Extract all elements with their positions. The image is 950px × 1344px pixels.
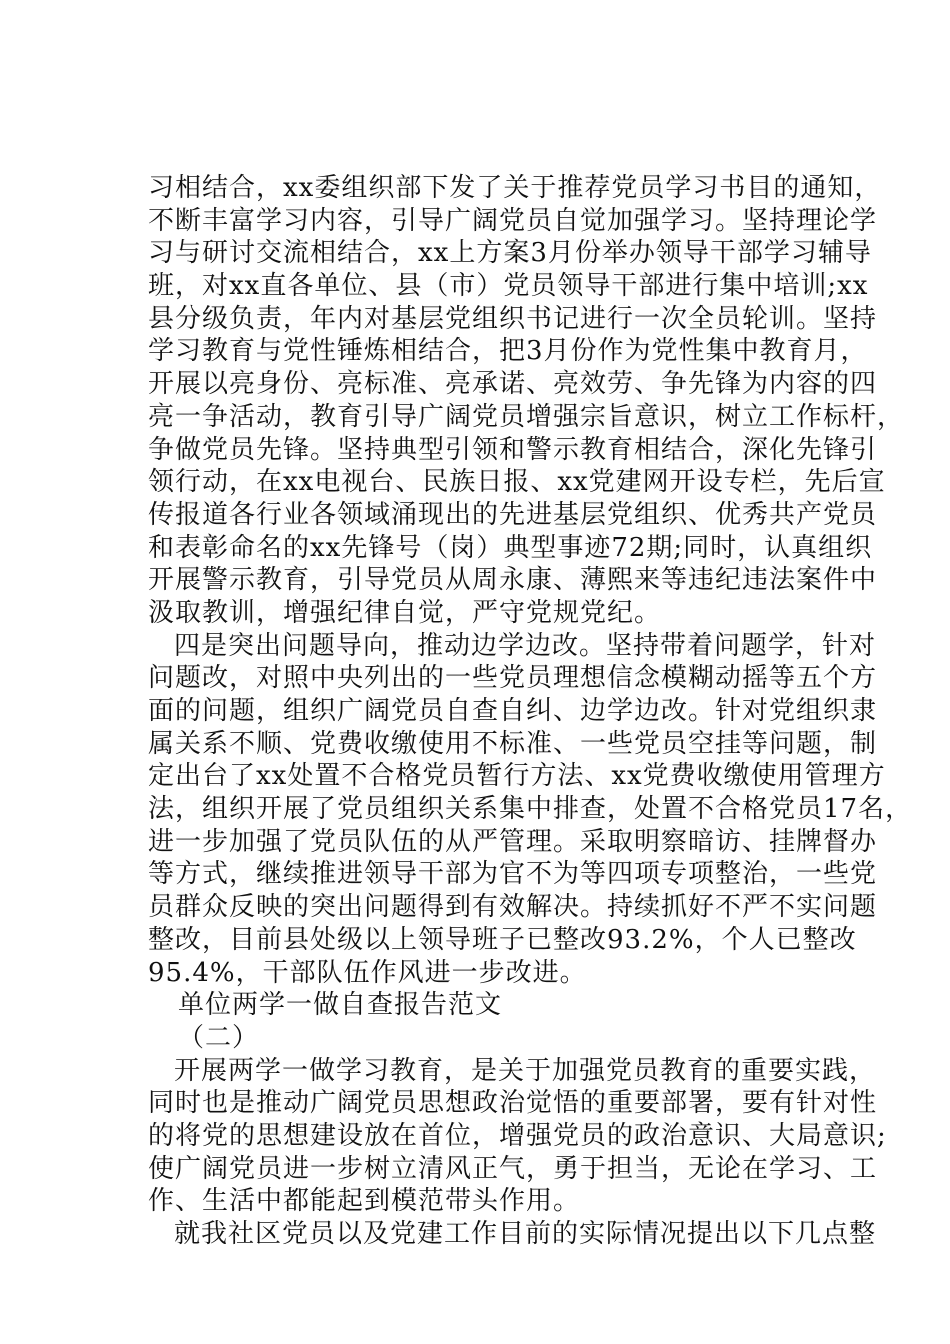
text-line: 汲取教训，增强纪律自觉，严守党规党纪。: [148, 597, 662, 628]
text-line: 和表彰命名的xx先锋号（岗）典型事迹72期;同时，认真组织: [148, 532, 873, 563]
section-heading: 单位两学一做自查报告范文: [178, 990, 503, 1021]
text-line: 进一步加强了党员队伍的从严管理。采取明察暗访、挂牌督办: [148, 826, 878, 857]
text-line: 问题改，对照中央列出的一些党员理想信念模糊动摇等五个方: [148, 663, 878, 694]
paragraph-4: [148, 1218, 877, 1251]
text-line: 员群众反映的突出问题得到有效解决。持续抓好不严不实问题: [148, 892, 878, 923]
paragraph-1: [148, 172, 905, 630]
text-line: 传报道各行业各领域涌现出的先进基层党组织、优秀共产党员: [148, 499, 878, 530]
text-line: 开展警示教育，引导党员从周永康、薄熙来等违纪违法案件中: [148, 565, 878, 596]
text-line: 法，组织开展了党员组织关系集中排查，处置不合格党员17名，: [148, 794, 913, 825]
text-line: 使广阔党员进一步树立清风正气，勇于担当，无论在学习、工: [148, 1153, 878, 1184]
text-line: 四是突出问题导向，推动边学边改。坚持带着问题学，针对: [174, 630, 877, 661]
text-line: 习与研讨交流相结合，xx上方案3月份举办领导干部学习辅导: [148, 238, 872, 269]
paragraph-2: [148, 630, 913, 990]
text-line: 班，对xx直各单位、县（市）党员领导干部进行集中培训;xx: [148, 271, 869, 302]
text-line: 开展以亮身份、亮标准、亮承诺、亮效劳、争先锋为内容的四: [148, 369, 878, 400]
text-line: 学习教育与党性锤炼相结合，把3月份作为党性集中教育月，: [148, 336, 868, 367]
text-line: 属关系不顺、党费收缴使用不标准、一些党员空挂等问题，制: [148, 728, 878, 759]
text-line: 同时也是推动广阔党员思想政治觉悟的重要部署，要有针对性: [148, 1088, 878, 1119]
text-line: 开展两学一做学习教育，是关于加强党员教育的重要实践，: [174, 1055, 877, 1086]
section-subheading: （二）: [178, 1022, 260, 1053]
text-line: 就我社区党员以及党建工作目前的实际情况提出以下几点整: [174, 1219, 877, 1249]
text-line: 争做党员先锋。坚持典型引领和警示教育相结合，深化先锋引: [148, 434, 878, 465]
paragraph-3: [148, 1055, 887, 1218]
document-body: [148, 172, 913, 1251]
text-line: 定出台了xx处置不合格党员暂行方法、xx党费收缴使用管理方: [148, 761, 886, 792]
text-line: 作、生活中都能起到模范带头作用。: [148, 1186, 581, 1217]
text-line: 不断丰富学习内容，引导广阔党员自觉加强学习。坚持理论学: [148, 205, 878, 236]
text-line: 整改，目前县处级以上领导班子已整改93.2%，个人已整改: [148, 924, 857, 955]
text-line: 95.4%，干部队伍作风进一步改进。: [148, 957, 587, 988]
text-line: 面的问题，组织广阔党员自查自纠、边学边改。针对党组织隶: [148, 696, 878, 726]
text-line: 亮一争活动，教育引导广阔党员增强宗旨意识，树立工作标杆，: [148, 401, 905, 432]
text-line: 领行动，在xx电视台、民族日报、xx党建网开设专栏，先后宣: [148, 467, 886, 498]
text-line: 的将党的思想建设放在首位，增强党员的政治意识、大局意识;: [148, 1120, 887, 1151]
text-line: 习相结合，xx委组织部下发了关于推荐党员学习书目的通知，: [148, 173, 882, 203]
text-line: 等方式，继续推进领导干部为官不为等四项专项整治，一些党: [148, 859, 878, 890]
text-line: 县分级负责，年内对基层党组织书记进行一次全员轮训。坚持: [148, 303, 878, 334]
